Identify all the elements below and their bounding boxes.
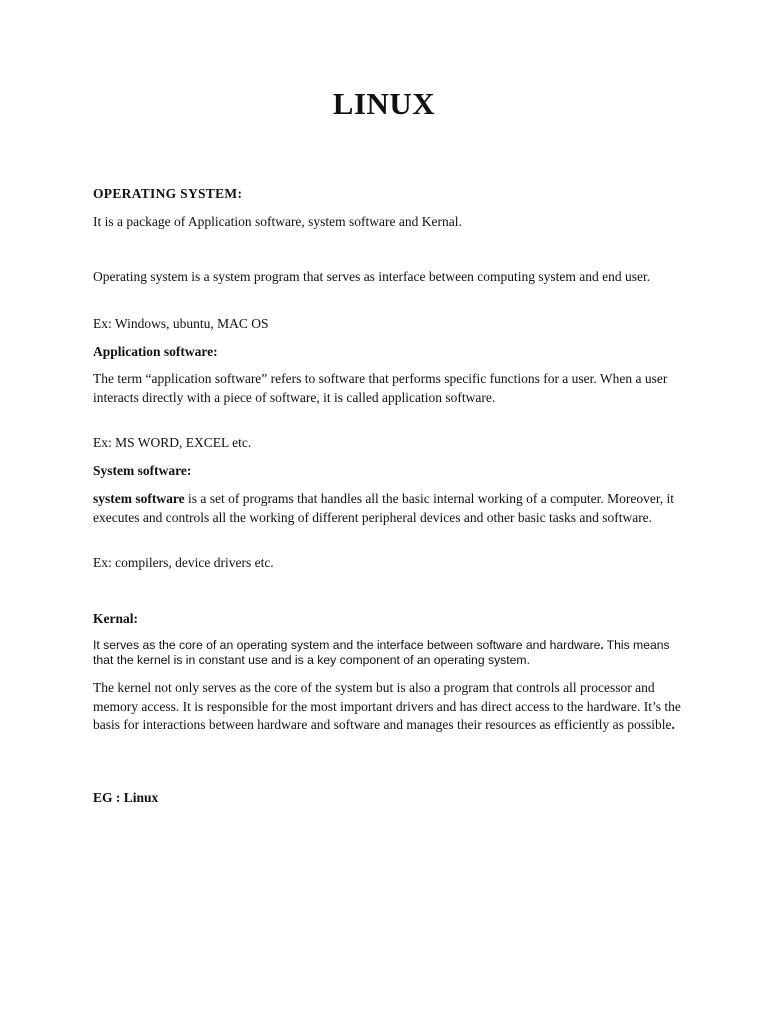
kernal-para1-main: It serves as the core of an operating system and the interface between software and hardware	[93, 638, 601, 652]
os-example: Ex: Windows, ubuntu, MAC OS	[93, 316, 269, 331]
os-definition: Operating system is a system program that serves as interface between computing system and end user.	[93, 269, 651, 284]
app-definition: The term “application software” refers to software that performs specific functions for a user. When a user interacts directly with a piece of software, it is called application software.	[93, 371, 668, 405]
sys-term: system software	[93, 491, 185, 506]
kernal-heading: Kernal:	[93, 611, 138, 626]
os-line: It is a package of Application software, system software and Kernal.	[93, 214, 462, 229]
kernal-para1-dot: .	[600, 638, 604, 652]
kernal-paragraph-2	[93, 679, 683, 735]
kernal-paragraph-1	[93, 638, 683, 668]
kernal-para1-rest: This means that the kernel is in constant use and is a key component of an operating system.	[93, 638, 670, 667]
eg-line: EG : Linux	[93, 790, 159, 805]
sys-definition	[93, 490, 683, 527]
app-heading: Application software:	[93, 344, 218, 359]
app-example: Ex: MS WORD, EXCEL etc.	[93, 435, 252, 450]
kernal-para2-dot: .	[671, 717, 675, 732]
sys-definition-text: is a set of programs that handles all the basic internal working of a computer. Moreover, it executes and controls all the working of different peripheral devices and other basic tasks and software.	[93, 491, 675, 525]
sys-heading: System software:	[93, 463, 192, 478]
page-title: LINUX	[332, 86, 436, 121]
kernal-para2-main: The kernel not only serves as the core of the system but is also a program that controls all processor and memory access. It is responsible for the most important drivers and has direct access to the hardware. It’s the basis for interactions between hardware and software and manages their resources as efficiently as possible	[93, 680, 681, 732]
os-heading: OPERATING SYSTEM:	[93, 186, 243, 201]
sys-example: Ex: compilers, device drivers etc.	[93, 555, 274, 570]
